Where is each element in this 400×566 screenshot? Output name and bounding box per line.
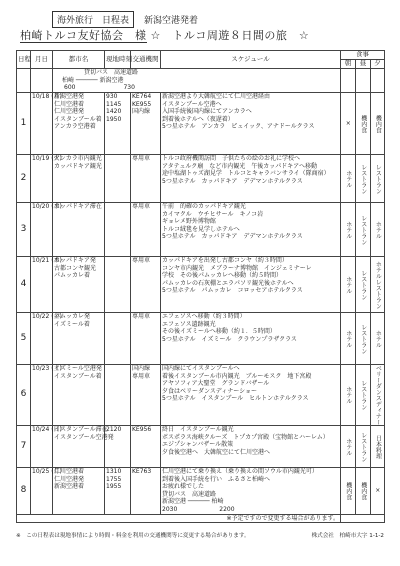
day-schedule (161, 426, 341, 468)
col-transport: 交通機関 (131, 51, 161, 69)
place-line: カッパドキア滞在 (54, 203, 102, 210)
dinner-cell: ホテル (371, 203, 385, 257)
schedule-line: エフェソスへ移動（約３時間） (162, 313, 246, 320)
day-places (53, 93, 105, 155)
day-schedule (161, 365, 341, 426)
day-row (17, 203, 385, 257)
time-line: 930 (106, 93, 118, 100)
place-line: カッパドキア観光 (54, 162, 102, 170)
pre-bus: 貸切バス 高速道路 (84, 69, 139, 76)
col-day: 日程 (17, 51, 31, 69)
day-number: 6 (17, 365, 31, 426)
day-times (105, 155, 131, 203)
dinner-cell: レストラン (371, 155, 385, 203)
note-row (17, 514, 385, 523)
day-schedule (161, 257, 341, 313)
day-times (105, 365, 131, 426)
place-line: アンカラ市内観光 (54, 155, 102, 162)
day-date: 10/24 (日) (31, 426, 53, 468)
day-transport (131, 257, 161, 313)
day-date: 10/18 (月) (31, 93, 53, 155)
transport-line: KE956 (132, 426, 152, 433)
day-date: 10/23 (土) (31, 365, 53, 426)
lunch-cell: レストラン (356, 365, 371, 426)
place-line: 仁川空港着 (54, 100, 85, 108)
breakfast-cell: ホテル (341, 155, 356, 203)
place-line: イズミール空港発 (54, 365, 102, 372)
day-transport (131, 203, 161, 257)
breakfast-cell: ホテル (341, 365, 356, 426)
col-lunch: 昼 (356, 60, 371, 69)
day-date: 10/22 (金) (31, 313, 53, 365)
day-row (17, 257, 385, 313)
day-row (17, 313, 385, 365)
time-line: 1310 (106, 468, 122, 475)
day-number: 8 (17, 468, 31, 515)
place-line: イスタンブール空港発 (54, 433, 114, 441)
lunch-cell: レストラン (356, 155, 371, 203)
trip-title: ☆ トルコ周遊８日間の旅 ☆ (150, 29, 310, 42)
schedule-line: エジプシャンバザール散策 (162, 441, 234, 449)
client-name: 柏崎トルコ友好協会 様 (20, 29, 147, 42)
day-places (53, 365, 105, 426)
day-number: 3 (17, 203, 31, 257)
day-row (17, 426, 385, 468)
day-transport (131, 365, 161, 426)
schedule-line: 午前 的確のカッパドキア観光 (162, 203, 246, 210)
col-time: 現地時刻 (105, 51, 131, 69)
col-schedule: スケジュール (161, 51, 341, 69)
departure-note: 新潟空港発着 (144, 16, 199, 26)
schedule-line: 終日 イスタンブール観光 (162, 426, 234, 433)
schedule-line: イスタンブール空港へ (162, 100, 222, 108)
header-line (52, 11, 198, 28)
itinerary-table (16, 50, 385, 523)
day-row (17, 468, 385, 515)
lunch-cell: レストラン (356, 203, 371, 257)
place-line: イズミール着 (54, 320, 90, 328)
transport-line: 専用車 (132, 372, 151, 380)
footer-disclaimer: ※ この日程表は現地事情により時間・料金を利用の交通機関等に変更する場合があります。 (16, 533, 250, 539)
transport-line: 専用車 (132, 203, 151, 210)
change-note: ※予定ですので変更する場合があります。 (17, 514, 341, 523)
day-schedule (161, 468, 341, 515)
dinner-cell: ホテル (371, 313, 385, 365)
schedule-line: 入国手続後国内線にてアンカラへ (162, 108, 252, 116)
transport-line: 専用車 (132, 155, 151, 162)
day-times (105, 203, 131, 257)
schedule-line: トルコ政府機関訪問 子供たちの絵のお礼に学校へ (162, 155, 301, 162)
schedule-line: 着後イスタンブール市内観光 ブルーモスク 地下宮殿 (162, 372, 312, 380)
lunch-cell: レストラン (356, 257, 371, 313)
schedule-line: 夕食後空港へ 大韓航空にて仁川空港へ (162, 448, 271, 456)
title-line (20, 27, 309, 43)
day-places (53, 313, 105, 365)
day-times (105, 468, 131, 515)
lunch-cell: レストラン (356, 313, 371, 365)
day-date: 10/21 (木) (31, 257, 53, 313)
schedule-line: 到着後ホテルへ（夜遅着） (162, 115, 234, 123)
place-line: イスタンブール着 (54, 372, 102, 380)
place-line: 新潟空港着 (54, 483, 85, 491)
day-schedule (161, 93, 341, 155)
place-line: 仁川空港着 (54, 468, 85, 475)
place-line: イスタンブール滞在 (54, 426, 108, 433)
col-place: 都市名 (53, 51, 105, 69)
day-transport (131, 155, 161, 203)
col-meals: 食事 (341, 51, 385, 60)
footer-company: 株式会社 柏崎市大字 1-1-2 (311, 533, 384, 539)
day-places (53, 468, 105, 515)
place-line: パムッカレ発 (54, 313, 90, 320)
place-line: 新潟空港発 (54, 93, 85, 100)
day-number: 1 (17, 93, 31, 155)
day-times (105, 257, 131, 313)
day-times (105, 93, 131, 155)
transport-line: 国内線 (132, 365, 151, 372)
lunch-cell: 機内食 (356, 93, 371, 155)
schedule-line: ボスポラス海峡クルーズ トプカプ宮殿（宝物館とハーレム） (162, 433, 329, 441)
day-places (53, 203, 105, 257)
schedule-line: カイマクル ウチヒサール キノコ岩 (162, 210, 264, 218)
place-line: アンカラ空港着 (54, 123, 96, 131)
day-transport (131, 426, 161, 468)
time-line: 1955 (106, 483, 122, 491)
schedule-line: 途中塩湖トゥズ湖見学 トルコとキャラバンサライ（隊商宿） (162, 170, 330, 178)
schedule-line: パムッカレの石灰棚とエラパソリ観光後ホテルへ (162, 279, 294, 287)
badge: 海外旅行 日程表 (52, 11, 134, 28)
schedule-line: トルコ絨毯を見学しホテルへ (162, 225, 240, 233)
place-line: 仁川空港発 (54, 475, 85, 483)
schedule-line: コンヤ市内観光 メブラーナ博物館 インジェミナーレ (162, 264, 312, 272)
place-line: イスタンブール着 (54, 115, 102, 123)
breakfast-cell: 機内食 (341, 468, 356, 515)
place-line: パムッカレ着 (54, 272, 90, 280)
breakfast-cell: × (341, 93, 356, 155)
day-number: 7 (17, 426, 31, 468)
transport-line: 専用車 (132, 257, 151, 264)
breakfast-cell: ホテル (341, 203, 356, 257)
schedule-line: 5つ星ホテル イスタンブール ヒルトンホテルクラス (162, 395, 309, 403)
day-number: 4 (17, 257, 31, 313)
pre-times: 600 730 (64, 84, 135, 92)
schedule-line: カッパドキアを出発し古都コンヤ（約３時間） (162, 257, 288, 264)
schedule-line: エフェソス遺跡観光 (162, 320, 216, 328)
dinner-cell: 日本料理 (371, 426, 385, 468)
time-line: 1755 (106, 475, 122, 483)
schedule-line: 5つ星ホテル カッパドキア デデマンホテルクラス (162, 177, 303, 185)
dinner-cell: × (371, 468, 385, 515)
day-places (53, 257, 105, 313)
schedule-line: 国内線にてイスタンブールへ (162, 365, 240, 372)
day-transport (131, 468, 161, 515)
day-row (17, 365, 385, 426)
day-row (17, 155, 385, 203)
place-line: 仁川空港発 (54, 108, 85, 116)
time-line: 1145 (106, 100, 122, 108)
day-times (105, 426, 131, 468)
day-date: 10/19 (火) (31, 155, 53, 203)
lunch-cell: レストラン (356, 426, 371, 468)
lunch-cell: 機内食 (356, 468, 371, 515)
schedule-line: 学校 その後パムッカレへ移動（約５時間） (162, 272, 282, 280)
time-line: 2120 (106, 426, 122, 433)
dinner-cell: 機内食 (371, 93, 385, 155)
schedule-line: 到着後入国手続を行い ふるさと柏崎へ (162, 475, 271, 483)
schedule-line: お疲れ様でした (162, 483, 205, 491)
col-dinner: 夕 (371, 60, 385, 69)
place-line: カッパドキア発 (54, 257, 96, 264)
footer (16, 531, 384, 539)
breakfast-cell: ホテル (341, 426, 356, 468)
breakfast-cell: ホテル (341, 257, 356, 313)
schedule-line: 5つ星ホテル パムッカレ コロッセアホテルクラス (162, 287, 303, 295)
schedule-line: アタテュルク廟 など市内観光 午後カッパドキアへ移動 (162, 162, 317, 170)
col-breakfast: 朝 (341, 60, 356, 69)
transport-line: KE955 (132, 100, 152, 108)
transport-line: KE764 (132, 93, 152, 100)
dinner-cell: ベリーダンスディナー (371, 365, 385, 426)
schedule-line: 5つ星ホテル アンカラ ピュイック、アナドールクラス (162, 123, 315, 131)
schedule-line: 夕食はベリーダンスディナーショー (162, 387, 258, 395)
schedule-line: 仁川空港にて乗り換え（乗り換えの間ソウル市内観光可） (162, 468, 318, 475)
day-transport (131, 313, 161, 365)
day-date: 10/25 (月) (31, 468, 53, 515)
post-times: 2030 2200 (162, 505, 235, 513)
transport-line: 国内線 (132, 108, 151, 116)
pre-transfer-row (17, 69, 385, 93)
post-bus: 貸切バス 高速道路 (162, 490, 217, 498)
day-schedule (161, 203, 341, 257)
dinner-cell: ホテルレストラン (371, 257, 385, 313)
schedule-line: 新潟空港より大韓航空にて仁川空港経由 (162, 93, 271, 100)
time-line: 1950 (106, 115, 122, 123)
schedule-line: 5つ星ホテル イズミール クラウンプラザクラス (162, 335, 297, 343)
col-date: 月日 (31, 51, 53, 69)
schedule-line: その後イズミールへ移動（約１．５時間） (162, 328, 276, 336)
schedule-line: アヤソフィア大聖堂 グランドバザール (162, 380, 270, 388)
schedule-line: ギョレメ野外博物館 (162, 218, 216, 226)
transport-line: KE763 (132, 468, 152, 475)
pre-route: 柏崎 ────── 新潟空港 (62, 76, 124, 84)
day-transport (131, 93, 161, 155)
schedule-line: 5つ星ホテル カッパドキア デデマンホテルクラス (162, 233, 303, 241)
day-row (17, 93, 385, 155)
day-number: 5 (17, 313, 31, 365)
day-schedule (161, 155, 341, 203)
day-schedule (161, 313, 341, 365)
day-date: 10/20 (水) (31, 203, 53, 257)
time-line: 1420 (106, 108, 122, 116)
day-number: 2 (17, 155, 31, 203)
day-times (105, 313, 131, 365)
place-line: 古都コンヤ観光 (54, 264, 97, 272)
breakfast-cell: ホテル (341, 313, 356, 365)
post-route: 新潟空港 ────── 柏崎 (162, 498, 224, 506)
day-places (53, 155, 105, 203)
transport-line: 専用車 (132, 313, 151, 320)
